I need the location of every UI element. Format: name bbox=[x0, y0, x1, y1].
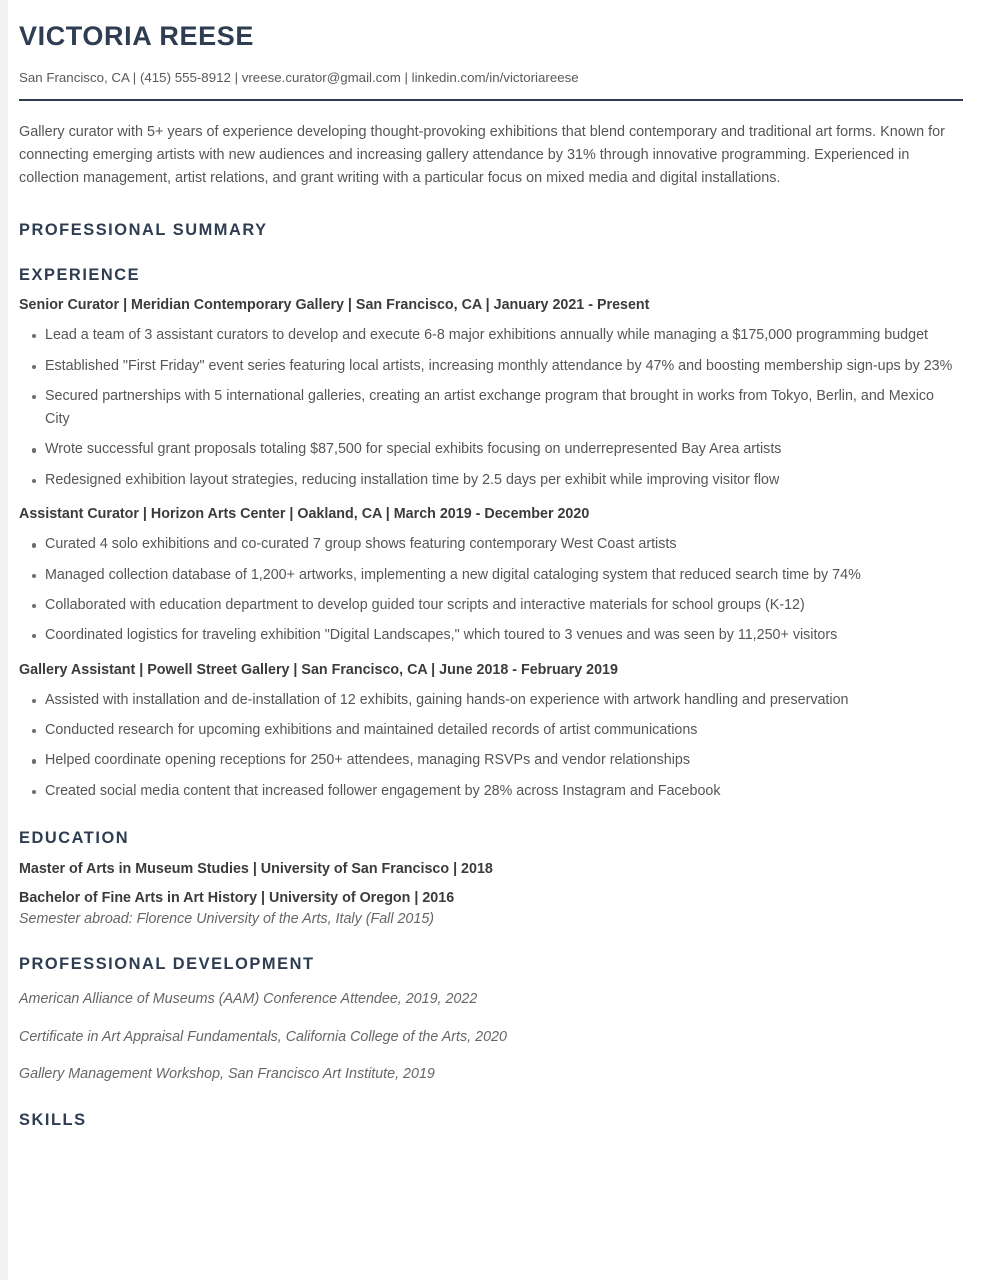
section-heading-experience: EXPERIENCE bbox=[19, 266, 141, 285]
job-bullet: Managed collection database of 1,200+ artworks, implementing a new digital cataloging system that reduced search time by 74% bbox=[19, 564, 962, 587]
job-bullet: Secured partnerships with 5 international galleries, creating an artist exchange program that brought in works from Tokyo, Berlin, and Mexico City bbox=[19, 385, 962, 432]
section-heading-skills: SKILLS bbox=[19, 1111, 87, 1130]
development-item: American Alliance of Museums (AAM) Conference Attendee, 2019, 2022 bbox=[19, 991, 478, 1008]
job-bullet: Assisted with installation and de-installation of 12 exhibits, gaining hands-on experience with artwork handling and preservation bbox=[19, 689, 962, 712]
candidate-name: VICTORIA REESE bbox=[19, 21, 254, 51]
job-bullet-list bbox=[19, 324, 962, 492]
job-bullet: Wrote successful grant proposals totaling $87,500 for special exhibits focusing on underrepresented Bay Area artists bbox=[19, 438, 962, 461]
section-experience bbox=[19, 266, 962, 803]
job-title: Senior Curator | Meridian Contemporary Gallery | San Francisco, CA | January 2021 - Present bbox=[19, 296, 650, 313]
education-note: Semester abroad: Florence University of the Arts, Italy (Fall 2015) bbox=[19, 910, 435, 927]
experience-entry bbox=[19, 296, 962, 492]
job-bullet: Curated 4 solo exhibitions and co-curated 7 group shows featuring contemporary West Coast artists bbox=[19, 533, 962, 556]
summary-paragraph: Gallery curator with 5+ years of experience developing thought-provoking exhibitions that blend contemporary and traditional art forms. Known for connecting emerging artists with new audiences and increasing gallery attendance by 31% through innovative programming. Experienced in collection management, artist relations, and grant writing with a particular focus on mixed media and digital installations. bbox=[19, 123, 945, 187]
job-bullet: Established "First Friday" event series featuring local artists, increasing monthly attendance by 47% and boosting membership sign-ups by 23% bbox=[19, 355, 962, 378]
section-heading-professional-development: PROFESSIONAL DEVELOPMENT bbox=[19, 955, 315, 974]
section-heading-professional-summary: PROFESSIONAL SUMMARY bbox=[19, 220, 268, 239]
section-professional-development bbox=[19, 955, 962, 1085]
education-degree: Bachelor of Fine Arts in Art History | University of Oregon | 2016 bbox=[19, 889, 455, 906]
development-item: Gallery Management Workshop, San Francisco Art Institute, 2019 bbox=[19, 1066, 435, 1083]
job-bullet: Conducted research for upcoming exhibitions and maintained detailed records of artist communications bbox=[19, 719, 962, 742]
education-degree: Master of Arts in Museum Studies | University of San Francisco | 2018 bbox=[19, 860, 493, 877]
header-divider bbox=[19, 99, 963, 101]
contact-line: San Francisco, CA | (415) 555-8912 | vreese.curator@gmail.com | linkedin.com/in/victoriareese bbox=[19, 69, 579, 85]
job-bullet: Redesigned exhibition layout strategies, reducing installation time by 2.5 days per exhibit while improving visitor flow bbox=[19, 469, 962, 492]
development-item: Certificate in Art Appraisal Fundamentals, California College of the Arts, 2020 bbox=[19, 1028, 507, 1045]
job-bullet-list bbox=[19, 689, 962, 803]
education-entry bbox=[19, 888, 962, 930]
experience-entry bbox=[19, 661, 962, 803]
job-title: Gallery Assistant | Powell Street Gallery | San Francisco, CA | June 2018 - February 2019 bbox=[19, 661, 618, 678]
experience-entry bbox=[19, 505, 962, 647]
section-skills bbox=[19, 1111, 962, 1131]
job-bullet: Helped coordinate opening receptions for 250+ attendees, managing RSVPs and vendor relationships bbox=[19, 749, 962, 772]
job-bullet: Coordinated logistics for traveling exhibition "Digital Landscapes," which toured to 3 venues and was seen by 11,250+ visitors bbox=[19, 624, 962, 647]
section-professional-summary bbox=[19, 221, 962, 241]
job-bullet-list bbox=[19, 533, 962, 647]
job-bullet: Created social media content that increased follower engagement by 28% across Instagram and Facebook bbox=[19, 780, 962, 803]
job-bullet: Lead a team of 3 assistant curators to develop and execute 6-8 major exhibitions annually while managing a $175,000 programming budget bbox=[19, 324, 962, 347]
education-entry bbox=[19, 859, 962, 879]
section-heading-education: EDUCATION bbox=[19, 829, 130, 848]
job-title: Assistant Curator | Horizon Arts Center | Oakland, CA | March 2019 - December 2020 bbox=[19, 506, 590, 523]
section-education bbox=[19, 829, 962, 929]
job-bullet: Collaborated with education department to develop guided tour scripts and interactive materials for school groups (K-12) bbox=[19, 594, 962, 617]
